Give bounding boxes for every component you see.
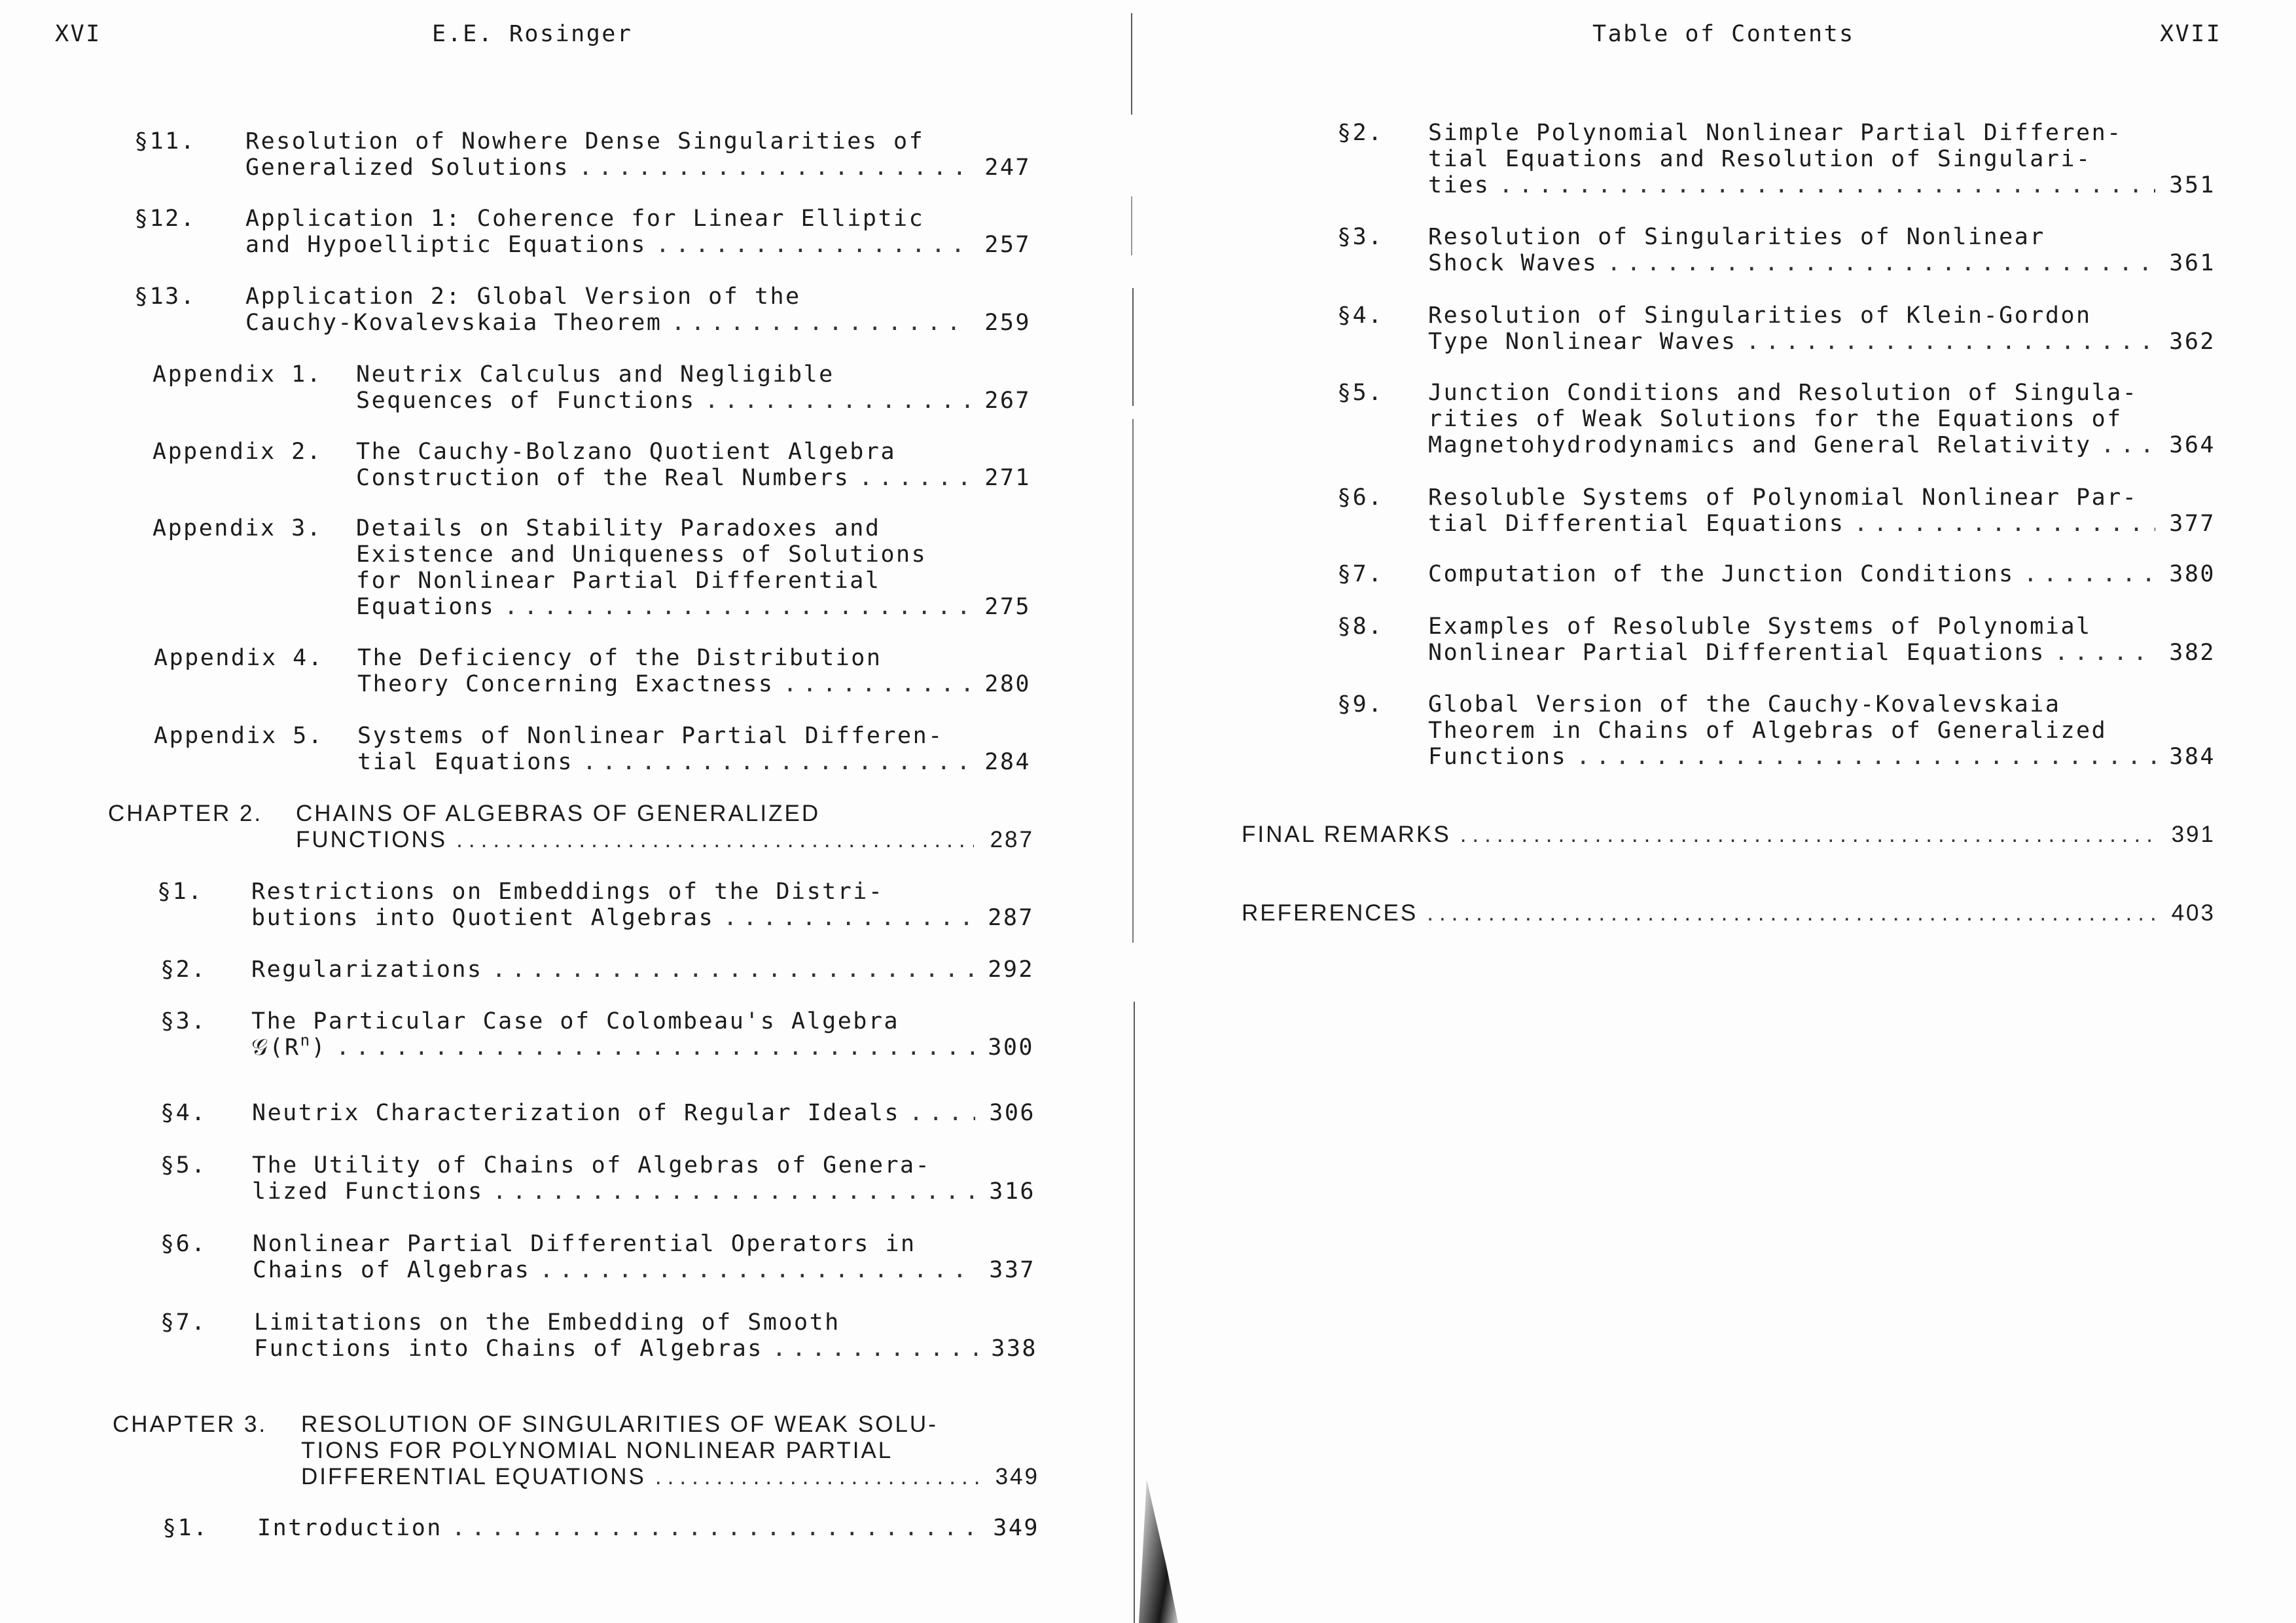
dot-leader <box>492 957 974 983</box>
toc-entry-title <box>251 1008 1034 1061</box>
toc-page-number: 384 <box>2169 744 2215 770</box>
toc-entry-line: Functions <box>1428 744 1568 770</box>
toc-entry-title <box>357 723 1031 775</box>
toc-entry-title <box>357 645 1031 697</box>
toc-entry-title <box>1428 302 2215 355</box>
toc-page-number: 316 <box>989 1178 1035 1205</box>
dot-leader <box>723 905 974 931</box>
toc-entry-last-line <box>245 155 1031 181</box>
dot-leader <box>656 232 971 258</box>
toc-entry-label: §1. <box>157 879 204 905</box>
toc-entry-line: Introduction <box>257 1515 442 1541</box>
dot-leader <box>772 1336 977 1362</box>
toc-entry-label: §9. <box>1337 691 1384 718</box>
toc-entry-line: Neutrix Calculus and Negligible <box>356 361 834 388</box>
toc-entry-title <box>1428 561 2215 587</box>
toc-entry-line: Junction Conditions and Resolution of Singula- <box>1428 380 2138 406</box>
dot-leader <box>583 749 971 775</box>
toc-entry-last-line <box>356 388 1031 414</box>
toc-entry-line: lized Functions <box>252 1178 484 1205</box>
toc-page-number: 403 <box>2171 900 2215 926</box>
dot-leader <box>1854 511 2155 537</box>
toc-entry-label: CHAPTER 2. <box>108 801 263 826</box>
toc-entry-title <box>1428 691 2215 770</box>
dot-leader <box>579 155 971 181</box>
toc-page-number: 364 <box>2169 432 2215 458</box>
toc-entry-line: Magnetohydrodynamics and General Relativity <box>1428 432 2092 458</box>
toc-entry-label: §6. <box>160 1231 207 1257</box>
toc-page-number: 300 <box>988 1034 1034 1061</box>
toc-entry-last-line <box>1428 511 2215 537</box>
toc-entry-line: The Deficiency of the Distribution <box>357 645 882 671</box>
toc-entry-line: butions into Quotient Algebras <box>251 905 715 931</box>
toc-entry-line: Resolution of Singularities of Nonlinear <box>1428 224 2045 250</box>
toc-entry-label: CHAPTER 3. <box>113 1412 268 1437</box>
toc-entry-label: §5. <box>1337 380 1384 406</box>
toc-entry-title <box>1242 900 2215 926</box>
toc-entry-last-line <box>1428 744 2215 770</box>
math-expression <box>251 1031 327 1061</box>
toc-entry-last-line <box>1242 900 2215 926</box>
toc-entry-last-line <box>296 827 1034 853</box>
dot-leader <box>1460 822 2155 848</box>
toc-entry-label: §1. <box>162 1515 209 1541</box>
toc-entry-title <box>1428 380 2215 458</box>
toc-entry-title <box>251 879 1034 931</box>
toc-entry-title <box>254 1309 1037 1362</box>
toc-entry-line: Theory Concerning Exactness <box>357 671 774 697</box>
dot-leader <box>705 388 971 414</box>
dot-leader <box>2054 640 2155 666</box>
toc-entry-line: Chains of Algebras <box>253 1257 531 1283</box>
toc-entry-line: Equations <box>356 594 495 620</box>
toc-entry-label: Appendix 4. <box>154 645 324 671</box>
toc-entry-last-line <box>245 310 1031 336</box>
toc-page-number: 292 <box>988 957 1034 983</box>
toc-entry-title <box>252 1100 1035 1126</box>
dot-leader <box>671 310 971 336</box>
toc-entry-title <box>1428 224 2215 276</box>
toc-entry-label: §5. <box>160 1152 207 1178</box>
toc-entry-last-line <box>245 232 1031 258</box>
math-superscript: n <box>300 1031 312 1049</box>
book-gutter <box>1124 0 1151 1623</box>
toc-entry-last-line <box>1428 640 2215 666</box>
math-suffix: ) <box>311 1034 327 1061</box>
toc-entry-line: and Hypoelliptic Equations <box>245 232 647 258</box>
toc-page-number: 280 <box>984 671 1031 697</box>
toc-entry-last-line <box>1428 561 2215 587</box>
toc-page-number: 337 <box>989 1257 1035 1283</box>
toc-entry-title <box>301 1412 1039 1490</box>
toc-entry-title <box>253 1231 1035 1283</box>
toc-entry-last-line <box>301 1464 1039 1490</box>
toc-entry-title <box>296 801 1034 853</box>
toc-entry-line: Computation of the Junction Conditions <box>1428 561 2015 587</box>
toc-entry-line: Theorem in Chains of Algebras of Generalized <box>1428 718 2108 744</box>
toc-entry-line: for Nonlinear Partial Differential <box>356 568 881 594</box>
toc-page-number: 257 <box>984 232 1031 258</box>
toc-page-number: 275 <box>984 594 1031 620</box>
toc-entry-label: §7. <box>160 1309 207 1336</box>
toc-entry-line: Regularizations <box>251 957 483 983</box>
toc-page-number: 284 <box>984 749 1031 775</box>
dot-leader <box>909 1100 975 1126</box>
toc-entry-label: Appendix 1. <box>152 361 323 388</box>
toc-entry-title <box>1242 822 2215 848</box>
toc-entry-line: TIONS FOR POLYNOMIAL NONLINEAR PARTIAL <box>301 1438 893 1463</box>
toc-entry-label: §6. <box>1337 484 1384 511</box>
toc-entry-last-line <box>357 671 1031 697</box>
toc-page-number: 351 <box>2169 172 2215 198</box>
toc-page-number: 382 <box>2169 640 2215 666</box>
toc-entry-line: Nonlinear Partial Differential Operators in <box>253 1231 916 1257</box>
toc-entry-line: Simple Polynomial Nonlinear Partial Differen- <box>1428 120 2123 146</box>
toc-entry-line: Construction of the Real Numbers <box>356 465 850 491</box>
toc-entry-line: Global Version of the Cauchy-Kovalevskaia <box>1428 691 2061 718</box>
toc-entry-line: REFERENCES <box>1242 900 1418 926</box>
dot-leader <box>2024 561 2155 587</box>
dot-leader <box>1607 250 2155 276</box>
toc-entry-label: §13. <box>134 283 196 310</box>
toc-entry-title <box>252 1152 1035 1205</box>
dot-leader <box>783 671 971 697</box>
toc-entry-line: The Particular Case of Colombeau's Algebra <box>251 1008 900 1034</box>
dot-leader <box>2101 432 2155 458</box>
toc-entry-label: §4. <box>1337 302 1384 329</box>
toc-entry-line: FUNCTIONS <box>296 827 448 852</box>
dot-leader <box>859 465 971 491</box>
toc-page-number: 287 <box>990 827 1034 852</box>
toc-entry-title <box>251 957 1034 983</box>
toc-entry-label: §4. <box>160 1100 207 1126</box>
toc-entry-line: tial Equations <box>357 749 574 775</box>
dot-leader <box>1746 329 2155 355</box>
toc-page-number: 287 <box>988 905 1034 931</box>
toc-entry-line: Nonlinear Partial Differential Equations <box>1428 640 2045 666</box>
toc-entry-line: The Cauchy-Bolzano Quotient Algebra <box>356 439 897 465</box>
toc-entry-last-line <box>357 749 1031 775</box>
dot-leader <box>1499 172 2155 198</box>
dot-leader <box>1427 900 2155 926</box>
toc-entry-last-line <box>356 465 1031 491</box>
toc-entry-line: Sequences of Functions <box>356 388 696 414</box>
left-page <box>0 0 1126 1623</box>
toc-entry-last-line <box>257 1515 1039 1541</box>
toc-entry-line: Generalized Solutions <box>245 155 570 181</box>
toc-entry-title <box>1428 613 2215 666</box>
toc-entry-last-line <box>251 957 1034 983</box>
dot-leader <box>1576 744 2155 770</box>
toc-entry-last-line <box>251 1031 1034 1061</box>
toc-entry-line: FINAL REMARKS <box>1242 822 1451 847</box>
toc-entry-line: Details on Stability Paradoxes and <box>356 515 881 541</box>
toc-page-number: 349 <box>993 1515 1039 1541</box>
toc-entry-last-line <box>1428 172 2215 198</box>
toc-entry-title <box>245 206 1031 258</box>
toc-entry-line: Application 2: Global Version of the <box>245 283 801 310</box>
dot-leader <box>452 1515 979 1541</box>
toc-entry-line: Shock Waves <box>1428 250 1598 276</box>
toc-entry-label: §7. <box>1337 561 1384 587</box>
toc-page-number: 267 <box>984 388 1031 414</box>
toc-entry-line: ties <box>1428 172 1490 198</box>
dot-leader <box>336 1034 974 1061</box>
toc-entry-label: §2. <box>160 957 207 983</box>
dot-leader <box>539 1257 975 1283</box>
toc-entry-line: The Utility of Chains of Algebras of Genera- <box>252 1152 931 1178</box>
toc-entry-last-line <box>1242 822 2215 848</box>
toc-entry-line: Resolution of Nowhere Dense Singularities of <box>245 128 925 155</box>
toc-entry-line: Neutrix Characterization of Regular Ideals <box>252 1100 901 1126</box>
toc-entry-label: §11. <box>134 128 196 155</box>
toc-entry-line: Functions into Chains of Algebras <box>254 1336 763 1362</box>
toc-entry-line: DIFFERENTIAL EQUATIONS <box>301 1464 646 1489</box>
running-head-author: E.E. Rosinger <box>432 21 633 47</box>
toc-entry-line: Existence and Uniqueness of Solutions <box>356 541 927 568</box>
toc-entry-line: CHAINS OF ALGEBRAS OF GENERALIZED <box>296 801 821 826</box>
toc-entry-line: Restrictions on Embeddings of the Distri- <box>251 879 884 905</box>
toc-entry-title <box>1428 120 2215 198</box>
toc-entry-last-line <box>254 1336 1037 1362</box>
toc-page-number: 349 <box>995 1464 1039 1489</box>
dot-leader <box>655 1464 979 1490</box>
toc-entry-title <box>245 128 1031 181</box>
toc-entry-label: §8. <box>1337 613 1384 640</box>
toc-entry-label: §3. <box>1337 224 1384 250</box>
toc-entry-last-line <box>252 1178 1035 1205</box>
toc-entry-line: Type Nonlinear Waves <box>1428 329 1737 355</box>
toc-page-number: 391 <box>2171 822 2215 847</box>
toc-entry-label: §2. <box>1337 120 1384 146</box>
dot-leader <box>493 1178 975 1205</box>
toc-entry-title <box>1428 484 2215 537</box>
toc-entry-last-line <box>253 1257 1035 1283</box>
toc-entry-line: tial Differential Equations <box>1428 511 1845 537</box>
toc-entry-line: Cauchy-Kovalevskaia Theorem <box>245 310 662 336</box>
toc-entry-line: tial Equations and Resolution of Singulari- <box>1428 146 2092 172</box>
toc-entry-last-line <box>356 594 1031 620</box>
toc-page-number: 259 <box>984 310 1031 336</box>
toc-page-number: 362 <box>2169 329 2215 355</box>
toc-entry-last-line <box>251 905 1034 931</box>
toc-entry-line: Resolution of Singularities of Klein-Gordon <box>1428 302 2092 329</box>
toc-page-number: 361 <box>2169 250 2215 276</box>
toc-entry-line: RESOLUTION OF SINGULARITIES OF WEAK SOLU- <box>301 1412 938 1437</box>
right-page <box>1149 0 2296 1623</box>
toc-entry-last-line <box>1428 250 2215 276</box>
toc-page-number: 380 <box>2169 561 2215 587</box>
math-prefix: 𝒢(R <box>251 1034 300 1061</box>
toc-entry-last-line <box>252 1100 1035 1126</box>
running-head-title: Table of Contents <box>1592 21 1855 47</box>
toc-page-number: 306 <box>989 1100 1035 1126</box>
toc-entry-last-line <box>1428 432 2215 458</box>
toc-page-number: 247 <box>984 155 1031 181</box>
toc-entry-label: Appendix 3. <box>152 515 323 541</box>
toc-entry-label: §3. <box>160 1008 207 1034</box>
toc-entry-line: rities of Weak Solutions for the Equations of <box>1428 406 2123 432</box>
toc-entry-title <box>356 439 1031 491</box>
page-number-left: XVI <box>55 21 101 47</box>
dot-leader <box>456 827 974 853</box>
toc-entry-title <box>245 283 1031 336</box>
toc-entry-title <box>356 515 1031 620</box>
toc-entry-label: Appendix 5. <box>154 723 324 749</box>
toc-page-number: 377 <box>2169 511 2215 537</box>
toc-entry-line: Resoluble Systems of Polynomial Nonlinear Par- <box>1428 484 2138 511</box>
toc-entry-last-line <box>1428 329 2215 355</box>
toc-entry-line: Limitations on the Embedding of Smooth <box>254 1309 840 1336</box>
toc-page-number: 338 <box>991 1336 1037 1362</box>
page-number-right: XVII <box>2160 21 2222 47</box>
dot-leader <box>504 594 971 620</box>
toc-entry-label: Appendix 2. <box>152 439 323 465</box>
toc-entry-title <box>257 1515 1039 1541</box>
toc-entry-line: Systems of Nonlinear Partial Differen- <box>357 723 944 749</box>
toc-entry-label: §12. <box>134 206 196 232</box>
toc-entry-line: Application 1: Coherence for Linear Elliptic <box>245 206 925 232</box>
toc-entry-title <box>356 361 1031 414</box>
toc-page-number: 271 <box>984 465 1031 491</box>
toc-entry-line: Examples of Resoluble Systems of Polynomial <box>1428 613 2092 640</box>
